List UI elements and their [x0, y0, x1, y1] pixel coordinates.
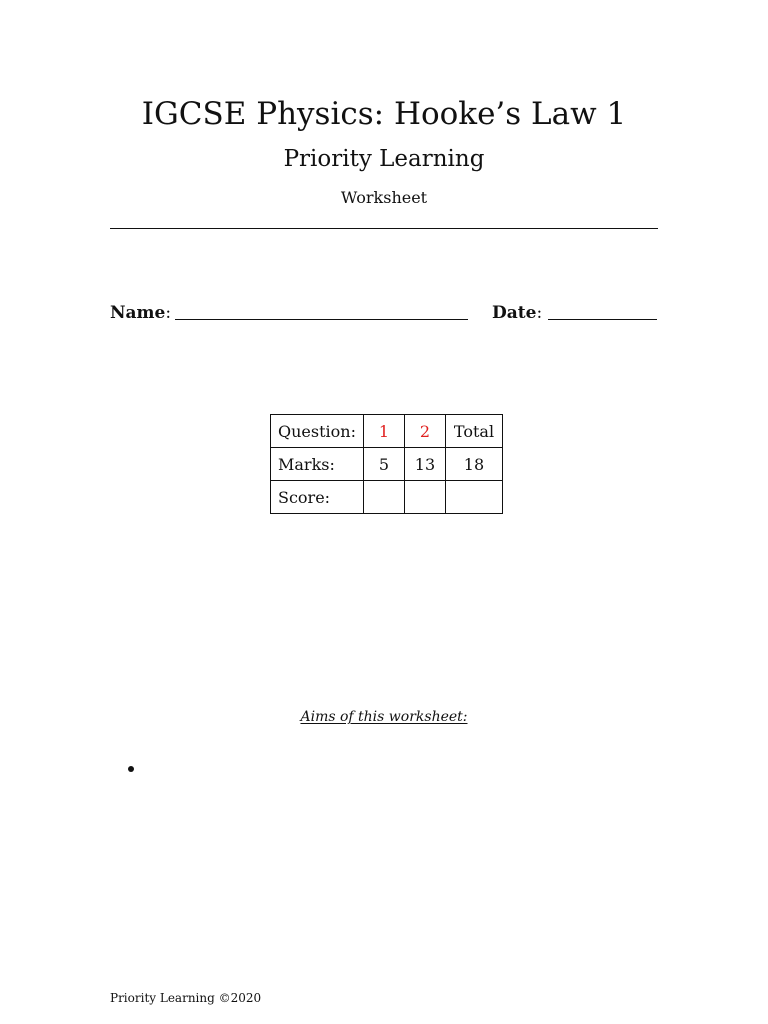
marks-row — [271, 448, 503, 481]
question-1-cell: 1 — [363, 415, 404, 448]
aims-bullet-point — [128, 766, 134, 772]
question-row-label: Question: — [271, 415, 364, 448]
marks-row-label: Marks: — [271, 448, 364, 481]
question-row — [271, 415, 503, 448]
score-total-cell[interactable] — [445, 481, 502, 514]
date-label-colon: : — [536, 303, 543, 323]
document-type: Worksheet — [340, 188, 428, 207]
score-q1-cell[interactable] — [363, 481, 404, 514]
date-field-label — [492, 302, 542, 324]
date-field-line[interactable] — [548, 319, 657, 320]
page-title: IGCSE Physics: Hooke’s Law 1 — [141, 96, 627, 132]
header-rule — [110, 228, 658, 229]
score-q2-cell[interactable] — [404, 481, 445, 514]
marks-q1-cell: 5 — [363, 448, 404, 481]
marks-q2-cell: 13 — [404, 448, 445, 481]
marks-total-cell: 18 — [445, 448, 502, 481]
date-label-text: Date — [492, 303, 537, 323]
page-subtitle: Priority Learning — [283, 146, 485, 172]
grade-table — [270, 414, 503, 514]
question-2-cell: 2 — [404, 415, 445, 448]
name-field-line[interactable] — [175, 319, 468, 320]
total-header-cell: Total — [445, 415, 502, 448]
score-row — [271, 481, 503, 514]
name-field-label — [110, 302, 171, 324]
score-row-label: Score: — [271, 481, 364, 514]
aims-heading-text: Aims of this worksheet: — [300, 709, 468, 725]
aims-heading — [0, 707, 768, 727]
name-label-colon: : — [165, 303, 172, 323]
name-label-text: Name — [110, 303, 166, 323]
footer-copyright: Priority Learning ©2020 — [110, 991, 262, 1005]
